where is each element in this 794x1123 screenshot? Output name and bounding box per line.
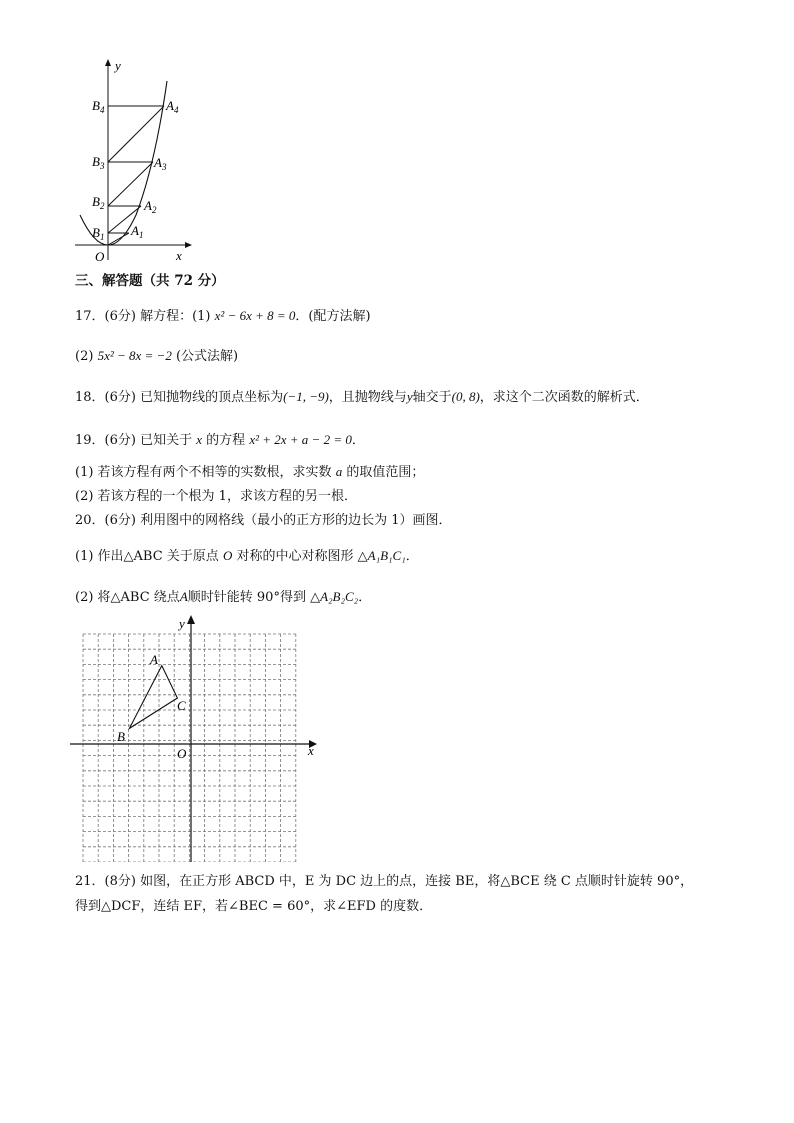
figure1-x-label: x (176, 248, 182, 263)
q17-equation1: x² − 6x + 8 = 0 (214, 308, 296, 323)
q20-part1-b: 对称的中心对称图形 (236, 549, 354, 564)
label-B1: $B_1$ (92, 225, 105, 242)
q20-part2-end: ． (358, 590, 372, 605)
q17-equation2: 5x² − 8x = −2 (97, 348, 172, 363)
label-B4: $B_4$ (92, 98, 105, 115)
figure2-label-A: A (150, 652, 158, 667)
q19-part1 (75, 463, 424, 482)
q20-part1-end: ． (405, 549, 419, 564)
q18-text-b: ，且抛物线与 (328, 390, 407, 405)
q19-part1-var: a (335, 464, 343, 479)
figure2-label-B: B (117, 729, 125, 744)
q19-var: x (196, 432, 203, 447)
q18-text-c: 轴交于 (412, 390, 452, 405)
q20-part1-a: (1) 作出△ABC 关于原点 (75, 549, 219, 564)
q17-method2: (公式法解) (175, 349, 239, 364)
q20-part1-o: O (222, 548, 233, 563)
parabola-staircase-figure (70, 55, 200, 270)
q17-method1: ．(配方法解) (295, 309, 371, 324)
grid-triangle-figure (65, 612, 330, 862)
figure2-label-C: C (177, 698, 186, 713)
label-B3: $B_3$ (92, 154, 105, 171)
q20-part2-b: 顺时针能转 90°得到 (187, 590, 306, 605)
q18-axis: y (406, 389, 413, 404)
label-A2: $A_2$ (144, 198, 157, 215)
q17-prefix: 17．(6分) 解方程：(1) (75, 309, 211, 324)
label-A3: $A_3$ (154, 155, 167, 172)
q19-part1-b: 的取值范围； (346, 465, 425, 480)
triangle-ABC (129, 666, 177, 729)
figure2-y-label: y (179, 616, 185, 631)
q20-part1-tri: △A₁B₁C₁ (357, 548, 406, 563)
figure1-y-arrow (105, 59, 111, 66)
q20-part1 (75, 547, 419, 566)
figure1-origin-label: O (95, 249, 105, 264)
q18-line (75, 388, 649, 407)
q17-part2-prefix: (2) (75, 349, 94, 364)
q20-part2-a: (2) 将△ABC 绕点 (75, 590, 180, 605)
figure2-y-arrow (187, 615, 195, 624)
q17-line1 (75, 307, 371, 326)
q19-text-c: ． (351, 433, 365, 448)
q20-part2-pt: A (179, 589, 188, 604)
q20-part2-tri: △A₂B₂C₂ (310, 589, 359, 604)
q21-line2: 得到△DCF，连结 EF，若∠BEC = 60°，求∠EFD 的度数． (75, 899, 433, 914)
q20-part2 (75, 588, 371, 607)
q19-part1-a: (1) 若该方程有两个不相等的实数根，求实数 (75, 465, 332, 480)
figure1-x-arrow (185, 242, 192, 248)
label-B2: $B_2$ (92, 194, 105, 211)
figure2-x-label: x (308, 743, 314, 758)
figure2-origin-label: O (177, 746, 187, 761)
q19-text-a: 19．(6分) 已知关于 (75, 433, 193, 448)
q19-part2: (2) 若该方程的一个根为 1，求该方程的另一根． (75, 489, 357, 504)
figure1-y-label: y (115, 58, 121, 73)
section-title: 三、解答题（共 72 分） (75, 273, 225, 289)
segment-OA1 (108, 233, 129, 245)
q20-line: 20．(6分) 利用图中的网格线（最小的正方形的边长为 1）画图． (75, 513, 452, 528)
q18-point: (0, 8) (451, 389, 480, 404)
q19-text-b: 的方程 (206, 433, 246, 448)
label-A1: $A_1$ (131, 223, 144, 240)
q19-line (75, 431, 365, 450)
segment-B3A4 (108, 106, 164, 162)
q17-line2 (75, 347, 238, 366)
q21-line1: 21．(8分) 如图，在正方形 ABCD 中，E 为 DC 边上的点，连接 BE，将△BCE 绕 C 点顺时针旋转 90°， (75, 874, 694, 889)
label-A4: $A_4$ (166, 98, 179, 115)
q18-text-a: 18．(6分) 已知抛物线的顶点坐标为 (75, 390, 284, 405)
q18-vertex: (−1, −9) (283, 389, 329, 404)
dashed-grid (83, 634, 296, 862)
q19-equation: x² + 2x + a − 2 = 0 (249, 432, 352, 447)
q18-text-d: ，求这个二次函数的解析式． (479, 390, 649, 405)
